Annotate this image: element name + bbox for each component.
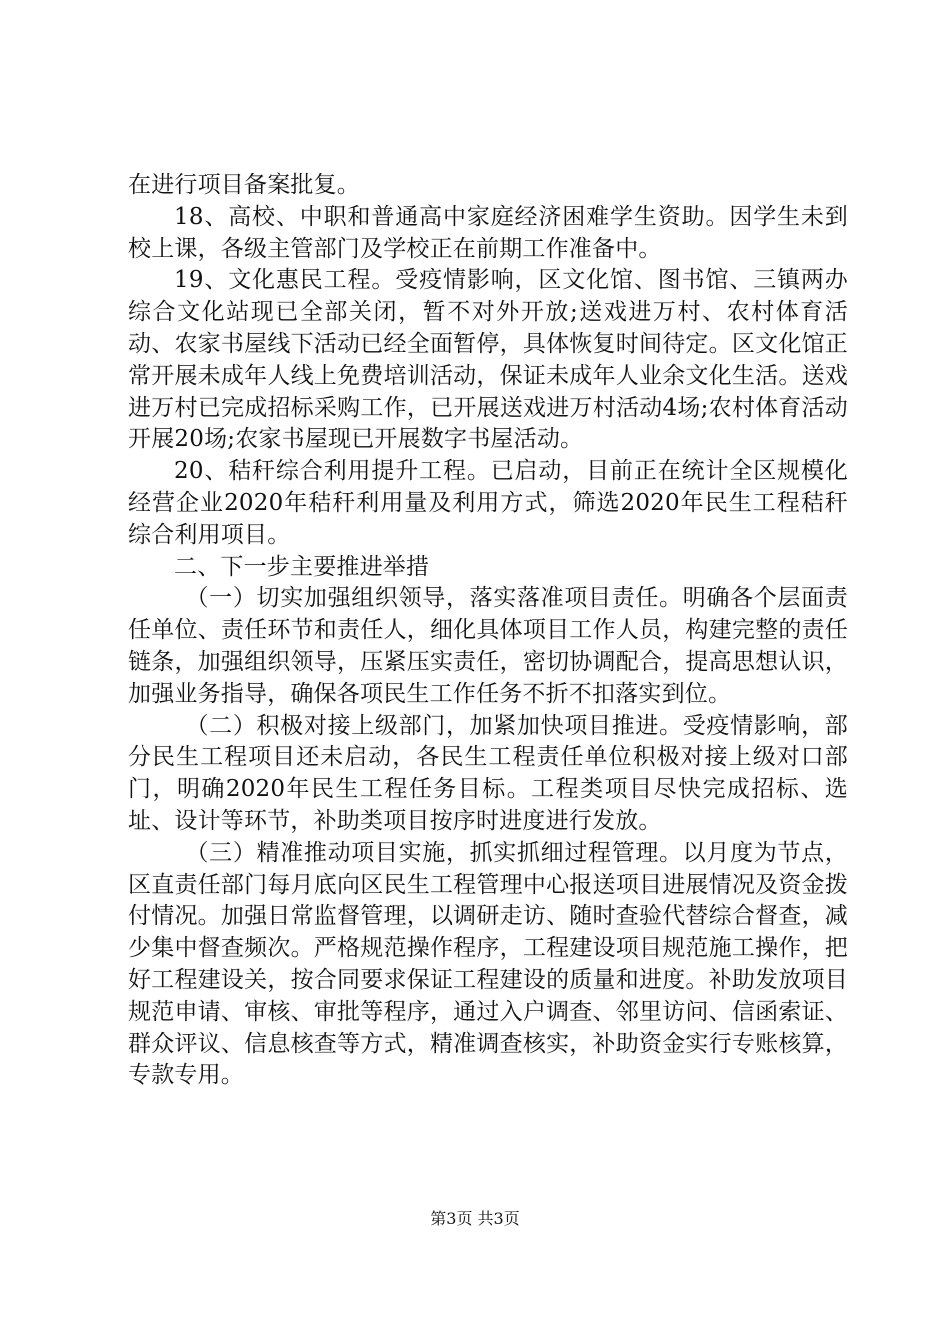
paragraph-item-18: 18、高校、中职和普通高中家庭经济困难学生资助。因学生未到校上课，各级主管部门及学校正在前期工作准备中。 — [128, 203, 848, 262]
section-heading: 二、下一步主要推进举措 — [174, 553, 430, 580]
page-footer: 第3页 共3页 — [430, 1209, 520, 1228]
paragraph-measure-3: （三）精准推动项目实施，抓实抓细过程管理。以月度为节点，区直责任部门每月底向区民生工程管理中心报送项目进展情况及资金拨付情况。加强日常监督管理，以调研走访、随时查验代替综合督查，减少集中督查频次。严格规范操作程序，工程建设项目规范施工操作，把好工程建设关，按合同要求保证工程建设的质量和进度。补助发放项目规范申请、审核、审批等程序，通过入户调查、邻里访问、信函索证、群众评议、信息核查等方式，精准调查核实，补助资金实行专账核算，专款专用。 — [128, 839, 848, 1089]
paragraph-item-20: 20、秸秆综合利用提升工程。已启动，目前正在统计全区规模化经营企业2020年秸秆利用量及利用方式，筛选2020年民生工程秸秆综合利用项目。 — [128, 458, 848, 548]
document-body — [128, 170, 848, 1092]
paragraph-measure-2: （二）积极对接上级部门，加紧加快项目推进。受疫情影响，部分民生工程项目还未启动，各民生工程责任单位积极对接上级对口部门，明确2020年民生工程任务目标。工程类项目尽快完成招标、选址、设计等环节，补助类项目按序时进度进行发放。 — [128, 712, 848, 834]
paragraph-item-19: 19、文化惠民工程。受疫情影响，区文化馆、图书馆、三镇两办综合文化站现已全部关闭，暂不对外开放;送戏进万村、农村体育活动、农家书屋线下活动已经全面暂停，具体恢复时间待定。区文化馆正常开展未成年人线上免费培训活动，保证未成年人业余文化生活。送戏进万村已完成招标采购工作，已开展送戏进万村活动4场;农村体育活动开展20场;农家书屋现已开展数字书屋活动。 — [128, 267, 848, 453]
paragraph-measure-1: （一）切实加强组织领导，落实落准项目责任。明确各个层面责任单位、责任环节和责任人，细化具体项目工作人员，构建完整的责任链条，加强组织领导，压紧压实责任，密切协调配合，提高思想认识，加强业务指导，确保各项民生工作任务不折不扣落实到位。 — [128, 585, 848, 707]
paragraph-continuation: 在进行项目备案批复。 — [128, 172, 360, 198]
